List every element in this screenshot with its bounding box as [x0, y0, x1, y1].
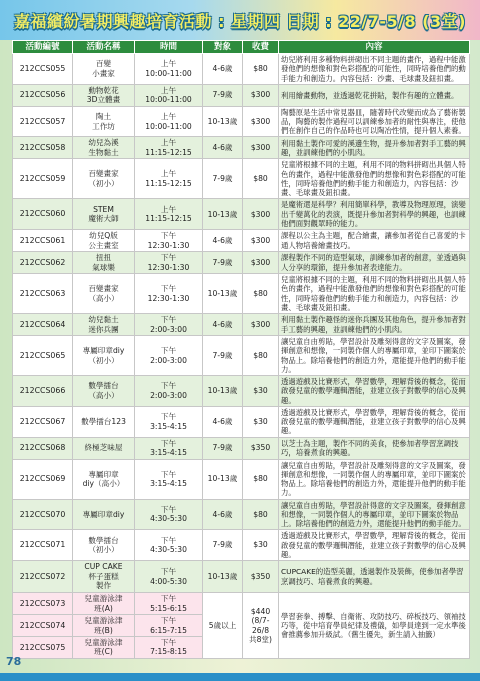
activity-target: 10-13歲 — [203, 274, 243, 314]
activity-content: 讓兒童自由剪貼，學習設計及雕刻得意的文字及圖案，發揮創意和想像，一同製作個人的專屬印章，並印下圖案於物品上。除培養他們的創造力外，還能提升他們的動手能力。 — [279, 336, 470, 376]
activity-name-line: 專屬印章diy — [82, 509, 125, 519]
activity-name-line: 杯子蛋糕 — [88, 571, 119, 581]
activity-time-line: 下午 — [160, 535, 177, 545]
activity-target: 7-9歲 — [203, 437, 243, 459]
table-header-row — [13, 41, 470, 54]
table-row — [13, 499, 470, 530]
activity-time — [135, 230, 203, 252]
activity-fee: $30 — [243, 406, 279, 437]
activity-content: 課程製作不同的造型氣球，訓練參加者的創意，並透過與人分享的環節，提升參加者表達能力。 — [279, 252, 470, 274]
activity-name-line: 兒童游泳津 — [84, 616, 123, 626]
col-header-code: 活動編號 — [13, 41, 73, 54]
activity-content: 透過遊戲及比賽形式，學習數學，理解背後的概念，從而啟發兒童的數學邏輯潛能，並建立孩子對數學的信心及興趣。 — [279, 406, 470, 437]
activity-fee: $300 — [243, 252, 279, 274]
activity-code: 212CCS056 — [13, 84, 73, 106]
col-header-target: 對象 — [203, 41, 243, 54]
activity-time — [135, 274, 203, 314]
activity-fee: $80 — [243, 459, 279, 499]
activity-code: 212CCS064 — [13, 314, 73, 336]
activity-code: 212CCS066 — [13, 376, 73, 407]
activity-content: 讓兒童自由剪貼，學習設計得意的文字及圖案，發揮創意和想像，一同製作個人的專屬印章，並印下圖案於物品上。除培養他們的創造力外，還能提升他們的動手能力。 — [279, 499, 470, 530]
activity-name — [73, 459, 135, 499]
activity-name-line: 氣球樂 — [92, 262, 115, 272]
footer-bar — [0, 673, 480, 681]
activity-fee: $300 — [243, 314, 279, 336]
table-row — [13, 230, 470, 252]
page-number: 78 — [6, 655, 22, 668]
activity-name-line: 專屬印章diy — [82, 346, 125, 356]
activity-name-line: 生物黏土 — [88, 147, 119, 157]
activity-fee: $80 — [243, 274, 279, 314]
activity-name-line: 工作坊 — [92, 121, 115, 131]
activity-name-line: 幼兒黏土 — [88, 315, 119, 325]
activity-content: 透過遊戲及比賽形式，學習數學，理解背後的概念，從而啟發兒童的數學邏輯潛能，並建立孩子對數學的信心及興趣。 — [279, 530, 470, 561]
activity-time — [135, 336, 203, 376]
activity-fee: $80 — [243, 54, 279, 85]
activity-time-line: 上午 — [160, 59, 177, 69]
activity-name — [73, 530, 135, 561]
activity-name-line: 百變畫家 — [88, 284, 119, 294]
activity-code: 212CCS062 — [13, 252, 73, 274]
table-row — [13, 106, 470, 137]
activity-name-line: 幼兒Q版 — [89, 231, 118, 241]
activity-time-line: 下午 — [160, 469, 177, 479]
activity-time-line: 11:15-12:15 — [145, 178, 192, 188]
activity-content: 讓兒童自由剪貼，學習設計及雕刻得意的文字及圖案，發揮創意和想像，一同製作個人的專屬印章，並印下圖案於物品上。除培養他們的創造力外，還能提升他們的動手能力。 — [279, 459, 470, 499]
activity-code: 212CCS069 — [13, 459, 73, 499]
activity-time — [135, 252, 203, 274]
activity-time — [135, 499, 203, 530]
table-row — [13, 530, 470, 561]
activity-time-line: 6:15-7:15 — [150, 625, 187, 635]
col-header-time: 時間 — [135, 41, 203, 54]
activity-name — [73, 314, 135, 336]
activity-code: 212CCS073 — [13, 593, 73, 615]
activity-time-line: 下午 — [160, 412, 177, 422]
activity-target: 4-6歲 — [203, 230, 243, 252]
col-header-content: 內容 — [279, 41, 470, 54]
activity-name — [73, 159, 135, 199]
activity-target: 4-6歲 — [203, 54, 243, 85]
activity-name-line: STEM — [93, 204, 114, 214]
activity-time-line: 10:00-11:00 — [145, 121, 192, 131]
activity-name-line: （初小） — [88, 355, 119, 365]
activity-fee — [243, 593, 279, 659]
activity-time — [135, 376, 203, 407]
activity-name — [73, 106, 135, 137]
activity-name-line: 陶土 — [95, 112, 112, 122]
activity-time-line: 2:00-3:00 — [150, 390, 187, 400]
activity-code: 212CCS057 — [13, 106, 73, 137]
activity-name-line: 幼兒為溪 — [88, 138, 119, 148]
activity-time-line: 下午 — [160, 438, 177, 448]
activity-name-line: 製作 — [95, 581, 112, 591]
activity-target: 7-9歲 — [203, 252, 243, 274]
activity-code: 212CCS065 — [13, 336, 73, 376]
activity-name — [73, 274, 135, 314]
activity-code: 212CCS055 — [13, 54, 73, 85]
table-row — [13, 84, 470, 106]
table-row — [13, 252, 470, 274]
activity-fee: $350 — [243, 561, 279, 593]
activity-time — [135, 530, 203, 561]
activity-time-line: 上午 — [160, 112, 177, 122]
activity-name — [73, 499, 135, 530]
activity-target: 4-6歲 — [203, 314, 243, 336]
activity-time-line: 12:30-1:30 — [147, 240, 190, 250]
activity-time-line: 下午 — [160, 231, 177, 241]
activity-time — [135, 137, 203, 159]
activity-time-line: 3:15-4:15 — [150, 448, 187, 458]
activity-time-line: 2:00-3:00 — [150, 324, 187, 334]
activity-time-line: 下午 — [160, 504, 177, 514]
activity-time-line: 10:00-11:00 — [145, 95, 192, 105]
activity-fee-line: 共8堂) — [249, 635, 272, 644]
activity-code: 212CCS075 — [13, 637, 73, 659]
activity-code: 212CCS061 — [13, 230, 73, 252]
activity-time-line: 4:00-5:30 — [150, 576, 187, 586]
activity-content: 利用黏土製作可愛的溪邊生物，提升參加者對手工藝的興趣，並訓練他們的小肌肉。 — [279, 137, 470, 159]
activity-name-line: （初小） — [88, 178, 119, 188]
activity-name-line: 班(B) — [94, 625, 113, 635]
activity-name-line: 兒童游泳津 — [84, 638, 123, 647]
activity-time-line: 上午 — [160, 169, 177, 179]
activity-fee: $80 — [243, 159, 279, 199]
activity-time-line: 11:15-12:15 — [145, 214, 192, 224]
activity-content: 兒童將根據不同的主題，利用不同的物料拼砌出具個人特色的畫作，過程中能激發他們的想像和對色彩搭配的可能性，同時培養他們的動手能力和創造力，內容包括：沙畫、毛球畫及鈕扣畫。 — [279, 274, 470, 314]
activity-target: 5歲以上 — [203, 593, 243, 659]
activity-name-line: 終極芝味屋 — [84, 443, 123, 453]
activity-target: 10-13歲 — [203, 199, 243, 230]
activity-time — [135, 84, 203, 106]
activity-name-line: 專屬印章 — [88, 469, 119, 479]
activity-content: CUPCAKE的造型美麗，透過製作及裝飾，使參加者學習烹調技巧、培養煮食的興趣。 — [279, 561, 470, 593]
activity-time — [135, 314, 203, 336]
activity-content: 課程以公主為主題，配合繪畫，讓參加者從自己喜愛的卡通人物培養繪畫技巧。 — [279, 230, 470, 252]
table-row — [13, 54, 470, 85]
page-title: 嘉福繽紛暑期興趣培育活動 : 星期四 — [14, 11, 281, 31]
activity-content: 學習套拳、搏擊、自衛術、攻防技巧、碎板技巧、領袖技巧等，從中培育學員紀律及禮儀，如學員達到一定水準後會推薦參加升級試。（舊生優先，新生請入抽籤） — [279, 593, 470, 659]
activity-name — [73, 252, 135, 274]
activity-time-line: 上午 — [160, 85, 177, 95]
activity-time-line: 5:15-6:15 — [150, 603, 187, 613]
activity-target: 4-6歲 — [203, 406, 243, 437]
activity-code: 212CCS067 — [13, 406, 73, 437]
activity-time-line: 2:00-3:00 — [150, 355, 187, 365]
activity-name-line: 百變 — [95, 59, 112, 69]
activity-time-line: 4:30-5:30 — [150, 545, 187, 555]
activity-target: 10-13歲 — [203, 561, 243, 593]
activity-name — [73, 336, 135, 376]
activity-content: 利用繪畫動物，並透過乾花拼貼，製作有趣的立體畫。 — [279, 84, 470, 106]
activity-content: 兒童將根據不同的主題，利用不同的物料拼砌出具個人特色的畫作，過程中能激發他們的想像和對色彩搭配的可能性，同時培養他們的動手能力和創造力，內容包括：沙畫、毛球畫及鈕扣畫。 — [279, 159, 470, 199]
activity-time-line: 7:15-8:15 — [150, 647, 187, 657]
table-row — [13, 336, 470, 376]
activity-name-line: 扭扭 — [95, 253, 112, 263]
activity-name-line: 迷你兵團 — [88, 324, 119, 334]
table-row — [13, 137, 470, 159]
activity-time — [135, 637, 203, 659]
activity-time — [135, 593, 203, 615]
activity-code: 212CCS060 — [13, 199, 73, 230]
activity-time-line: 4:30-5:30 — [150, 514, 187, 524]
activity-target: 7-9歲 — [203, 530, 243, 561]
activity-name-line: 動物乾花 — [88, 85, 119, 95]
activity-code: 212CCS058 — [13, 137, 73, 159]
activity-name — [73, 406, 135, 437]
activity-fee-line: $440 — [250, 606, 271, 616]
activity-code: 212CCS070 — [13, 499, 73, 530]
activity-time-line: 下午 — [160, 284, 177, 294]
activity-time-line: 下午 — [160, 346, 177, 356]
activity-name-line: diy（高小） — [82, 479, 125, 489]
activity-name-line: CUP CAKE — [84, 562, 123, 572]
activity-fee: $80 — [243, 499, 279, 530]
activity-name-line: 百變畫家 — [88, 169, 119, 179]
activity-table — [12, 40, 470, 659]
table-row — [13, 561, 470, 593]
activity-code: 212CCS068 — [13, 437, 73, 459]
activity-fee: $30 — [243, 376, 279, 407]
activity-code: 212CCS072 — [13, 561, 73, 593]
activity-name — [73, 615, 135, 637]
activity-name — [73, 84, 135, 106]
activity-name-line: 公主畫室 — [88, 240, 119, 250]
activity-time-line: 下午 — [160, 381, 177, 391]
activity-content: 透過遊戲及比賽形式，學習數學，理解背後的概念，從而啟發兒童的數學邏輯潛能，並建立孩子對數學的信心及興趣。 — [279, 376, 470, 407]
table-row — [13, 314, 470, 336]
activity-name — [73, 230, 135, 252]
activity-content: 是魔術還是科學？利用簡單科學，教導及物理原理，演變出千變萬化的表演，既提升參加者對科學的興趣，也訓練他們面對觀眾時的能力。 — [279, 199, 470, 230]
activity-time — [135, 615, 203, 637]
activity-time-line: 上午 — [160, 138, 177, 148]
activity-name-line: 數學擂台 — [88, 381, 119, 391]
activity-target: 10-13歲 — [203, 106, 243, 137]
activity-name — [73, 593, 135, 615]
activity-name — [73, 137, 135, 159]
activity-content: 利用黏土製作趣怪的迷你兵團及其他角色，提升參加者對手工藝的興趣，並訓練他們的小肌肉。 — [279, 314, 470, 336]
activity-target: 4-6歲 — [203, 137, 243, 159]
table-row — [13, 376, 470, 407]
table-row — [13, 459, 470, 499]
activity-time — [135, 199, 203, 230]
activity-time-line: 下午 — [160, 315, 177, 325]
activity-fee: $300 — [243, 199, 279, 230]
activity-fee-line: (8/7-26/8 — [251, 616, 270, 635]
activity-target: 7-9歲 — [203, 84, 243, 106]
activity-target: 7-9歲 — [203, 336, 243, 376]
activity-name-line: 班(C) — [94, 647, 113, 657]
col-header-name: 活動名稱 — [73, 41, 135, 54]
activity-target: 4-6歲 — [203, 499, 243, 530]
table-row — [13, 274, 470, 314]
activity-time-line: 下午 — [160, 616, 177, 626]
activity-fee: $300 — [243, 106, 279, 137]
activity-target: 10-13歲 — [203, 376, 243, 407]
activity-time — [135, 406, 203, 437]
activity-time-line: 12:30-1:30 — [147, 293, 190, 303]
activity-time-line: 10:00-11:00 — [145, 68, 192, 78]
activity-time — [135, 561, 203, 593]
table-row — [13, 406, 470, 437]
activity-code: 212CCS059 — [13, 159, 73, 199]
activity-time-line: 下午 — [160, 253, 177, 263]
activity-name — [73, 199, 135, 230]
activity-fee: $350 — [243, 437, 279, 459]
activity-time — [135, 54, 203, 85]
activity-target: 7-9歲 — [203, 159, 243, 199]
activity-code: 212CCS071 — [13, 530, 73, 561]
activity-name — [73, 376, 135, 407]
activity-code: 212CCS063 — [13, 274, 73, 314]
table-row — [13, 437, 470, 459]
page-header — [0, 6, 480, 34]
activity-name-line: （高小） — [88, 293, 119, 303]
activity-name-line: 3D立體畫 — [86, 95, 121, 105]
activity-time — [135, 459, 203, 499]
activity-name-line: 數學擂台123 — [81, 416, 126, 426]
activity-time — [135, 159, 203, 199]
activity-name-line: 數學擂台 — [88, 535, 119, 545]
activity-time-line: 12:30-1:30 — [147, 262, 190, 272]
activity-name-line: 兒童游泳津 — [84, 594, 123, 604]
activity-fee: $300 — [243, 230, 279, 252]
activity-content: 陶藝原是生活中常見器皿，隨著時代改變而成為了藝術製品，陶藝的製作過程可以訓練參加者的耐性與專注，使他們在創作自己的作品時也可以陶冶性情，提升個人素養。 — [279, 106, 470, 137]
activity-name — [73, 561, 135, 593]
activity-time-line: 上午 — [160, 204, 177, 214]
activity-name — [73, 437, 135, 459]
activity-time-line: 下午 — [160, 567, 177, 577]
activity-target: 10-13歲 — [203, 459, 243, 499]
activity-time-line: 11:15-12:15 — [145, 147, 192, 157]
col-header-fee: 收費 — [243, 41, 279, 54]
activity-time — [135, 437, 203, 459]
activity-fee: $300 — [243, 84, 279, 106]
activity-content: 幼兒將利用多種物料拼砌出不同主題的畫作，過程中能激發他們的想像和對色彩搭配的可能性，同時培養他們的動手能力和創造力。內容包括：沙畫、毛球畫及鈕扣畫。 — [279, 54, 470, 85]
activity-fee: $300 — [243, 137, 279, 159]
activity-time-line: 3:15-4:15 — [150, 479, 187, 489]
activity-time-line: 下午 — [160, 594, 177, 604]
activity-name-line: （高小） — [88, 390, 119, 400]
activity-time-line: 3:15-4:15 — [150, 421, 187, 431]
activity-time-line: 下午 — [160, 638, 177, 647]
activity-content: 以芝士為主題，製作不同的美食，使參加者學習烹調技巧，培養煮食的興趣。 — [279, 437, 470, 459]
activity-time — [135, 106, 203, 137]
activity-name — [73, 54, 135, 85]
activity-name-line: 小畫家 — [92, 68, 115, 78]
activity-name-line: 班(A) — [94, 603, 113, 613]
table-row — [13, 199, 470, 230]
activity-fee: $80 — [243, 336, 279, 376]
activity-name-line: 魔術大師 — [88, 214, 119, 224]
activity-fee: $30 — [243, 530, 279, 561]
activity-code: 212CCS074 — [13, 615, 73, 637]
activity-name — [73, 637, 135, 659]
table-row — [13, 593, 470, 615]
date-range: 日期 : 22/7-5/8 (3堂) — [286, 11, 466, 31]
table-row — [13, 159, 470, 199]
activity-name-line: （初小） — [88, 545, 119, 555]
